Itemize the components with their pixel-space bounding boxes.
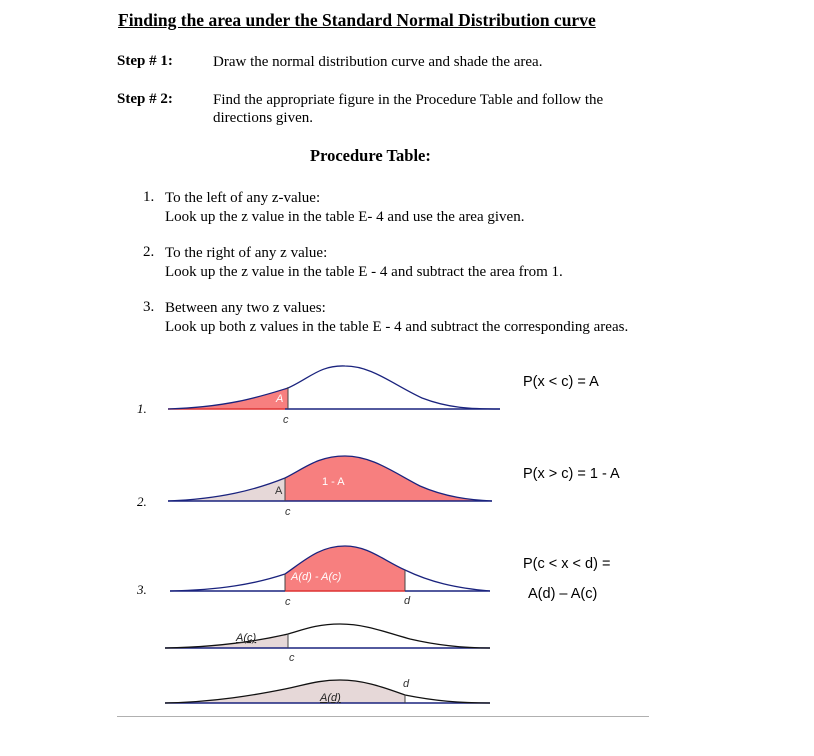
figure-2-area-label: A bbox=[275, 485, 283, 497]
figure-2-number: 2. bbox=[137, 494, 147, 509]
figure-2-left-area bbox=[168, 478, 285, 501]
bottom-divider bbox=[117, 716, 649, 717]
procedure-item-1-text: Look up the z value in the table E- 4 and use the area given. bbox=[165, 209, 525, 225]
formula-between-line1: P(c < x < d) = bbox=[523, 556, 611, 572]
figure-1-area-label: A bbox=[276, 393, 284, 405]
figure-1-c-label: c bbox=[283, 414, 289, 426]
figure-3-d-label: d bbox=[404, 595, 411, 607]
figure-3-between-area bbox=[285, 546, 405, 591]
step-2-text: Find the appropriate figure in the Procedure Table and follow the directions given. bbox=[213, 92, 604, 126]
formula-right-area: P(x > c) = 1 - A bbox=[523, 466, 620, 482]
procedure-item-3-heading: Between any two z values: bbox=[165, 300, 326, 316]
figure-5-d-label: d bbox=[403, 678, 410, 690]
figure-4-left-area bbox=[165, 634, 288, 648]
figure-4-curve bbox=[165, 624, 490, 664]
procedure-item-3-text: Look up both z values in the table E - 4 and subtract the corresponding areas. bbox=[165, 319, 629, 335]
figure-1-left-area bbox=[168, 388, 288, 409]
formula-left-area: P(x < c) = A bbox=[523, 374, 599, 390]
figure-4-c-label: c bbox=[289, 652, 295, 664]
figure-3-curve bbox=[170, 546, 490, 608]
procedure-title: Procedure Table: bbox=[310, 146, 431, 165]
formula-between-line2: A(d) – A(c) bbox=[528, 586, 598, 602]
figure-3-number: 3. bbox=[137, 582, 147, 597]
figure-4-area-label: A(c) bbox=[236, 632, 257, 644]
figure-2-curve bbox=[168, 456, 492, 518]
procedure-item-2-text: Look up the z value in the table E - 4 and subtract the area from 1. bbox=[165, 264, 563, 280]
figure-3-c-label: c bbox=[285, 596, 291, 608]
figure-2-c-label: c bbox=[285, 506, 291, 518]
page-title: Finding the area under the Standard Normal Distribution curve bbox=[118, 10, 596, 30]
procedure-item-3-number: 3. bbox=[143, 299, 155, 315]
step-2-label: Step # 2: bbox=[117, 91, 173, 107]
figure-1-curve bbox=[168, 366, 500, 426]
figure-2-right-label: 1 - A bbox=[322, 476, 345, 488]
procedure-item-1-number: 1. bbox=[143, 189, 155, 205]
figure-2-right-area bbox=[285, 456, 492, 501]
procedure-item-2-heading: To the right of any z value: bbox=[165, 245, 328, 261]
step-1-text: Draw the normal distribution curve and shade the area. bbox=[213, 54, 543, 70]
step-1-label: Step # 1: bbox=[117, 53, 173, 69]
figure-5-curve bbox=[165, 678, 490, 704]
figure-3-area-label: A(d) - A(c) bbox=[291, 571, 342, 583]
procedure-item-2-number: 2. bbox=[143, 244, 155, 260]
figure-1-number: 1. bbox=[137, 401, 147, 416]
figure-5-area-label: A(d) bbox=[320, 692, 341, 704]
procedure-item-1-heading: To the left of any z-value: bbox=[165, 190, 321, 206]
